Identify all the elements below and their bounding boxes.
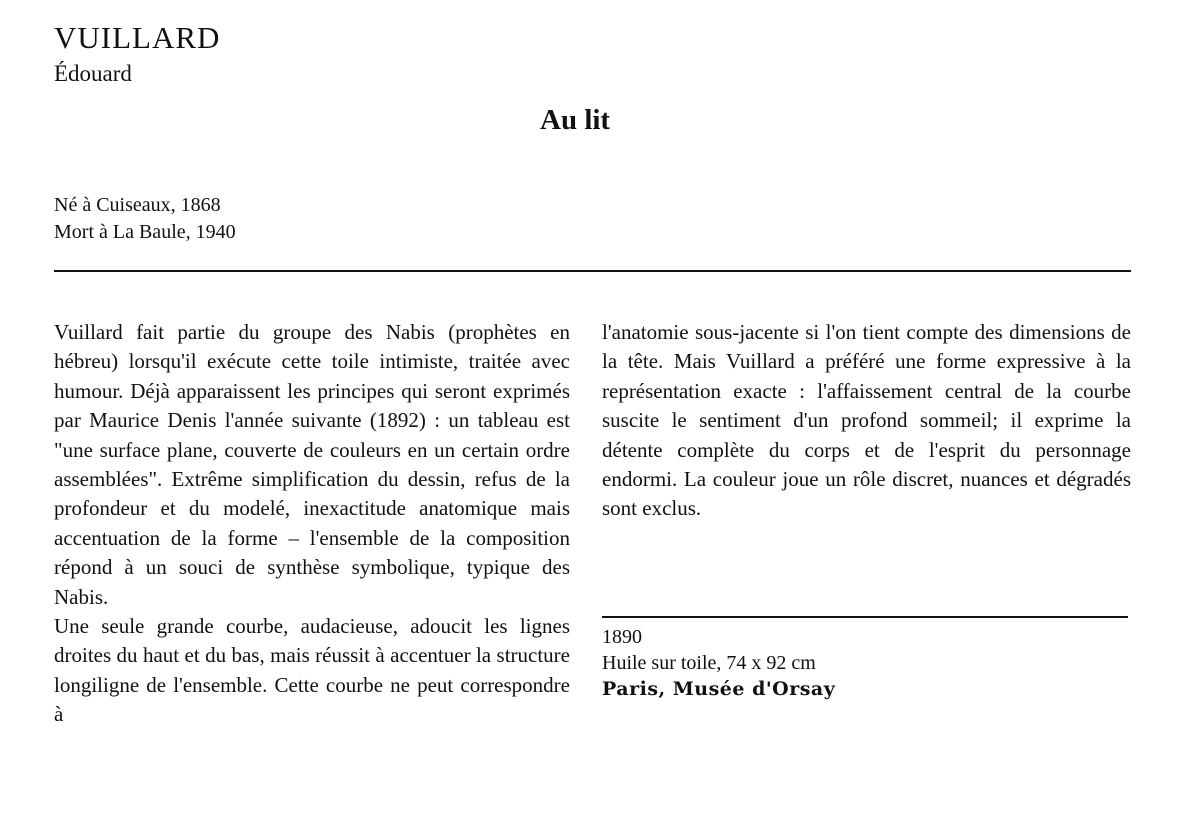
artist-firstname: Édouard — [54, 61, 132, 86]
artwork-year: 1890 — [602, 626, 642, 648]
artist-bio — [54, 192, 236, 246]
artwork-medium: Huile sur toile, 74 x 92 cm — [602, 652, 816, 674]
body-paragraph: Une seule grande courbe, audacieuse, adoucit les lignes droites du haut et du bas, mais réussit à accentuer la structure longiligne de l'ensemble. Cette courbe ne peut correspondre à — [54, 614, 570, 727]
death-info: Mort à La Baule, 1940 — [54, 221, 236, 243]
body-paragraph: Vuillard fait partie du groupe des Nabis (prophètes en hébreu) lorsqu'il exécute cette toile intimiste, traitée avec humour. Déjà apparaissent les principes qui seront exprimés par Maurice Denis l'année suivante (1892) : un tableau est "une surface plane, couverte de couleurs en un certain ordre assemblées". Extrême simplification du dessin, refus de la profondeur et du modelé, inexactitude anatomique mais accentuation de la forme – l'ensemble de la composition répond à un souci de synthèse symbolique, typique des Nabis. — [54, 320, 570, 609]
birth-info: Né à Cuiseaux, 1868 — [54, 194, 221, 216]
work-title: Au lit — [540, 104, 611, 136]
header-divider — [54, 270, 1131, 272]
body-paragraph: l'anatomie sous-jacente si l'on tient compte des dimensions de la tête. Mais Vuillard a préféré une forme expressive à la représentation exacte : l'affaissement central de la courbe suscite le sentiment d'un profond sommeil; il exprime la détente complète du corps et de l'esprit du personnage endormi. La couleur joue un rôle discret, nuances et dégradés sont exclus. — [602, 320, 1131, 521]
text-column-right — [602, 318, 1131, 524]
artist-surname: VUILLARD — [54, 20, 221, 55]
artwork-caption — [602, 624, 835, 702]
text-column-left — [54, 318, 570, 730]
artwork-location: Paris, Musée d'Orsay — [602, 678, 836, 700]
caption-divider — [602, 616, 1128, 618]
